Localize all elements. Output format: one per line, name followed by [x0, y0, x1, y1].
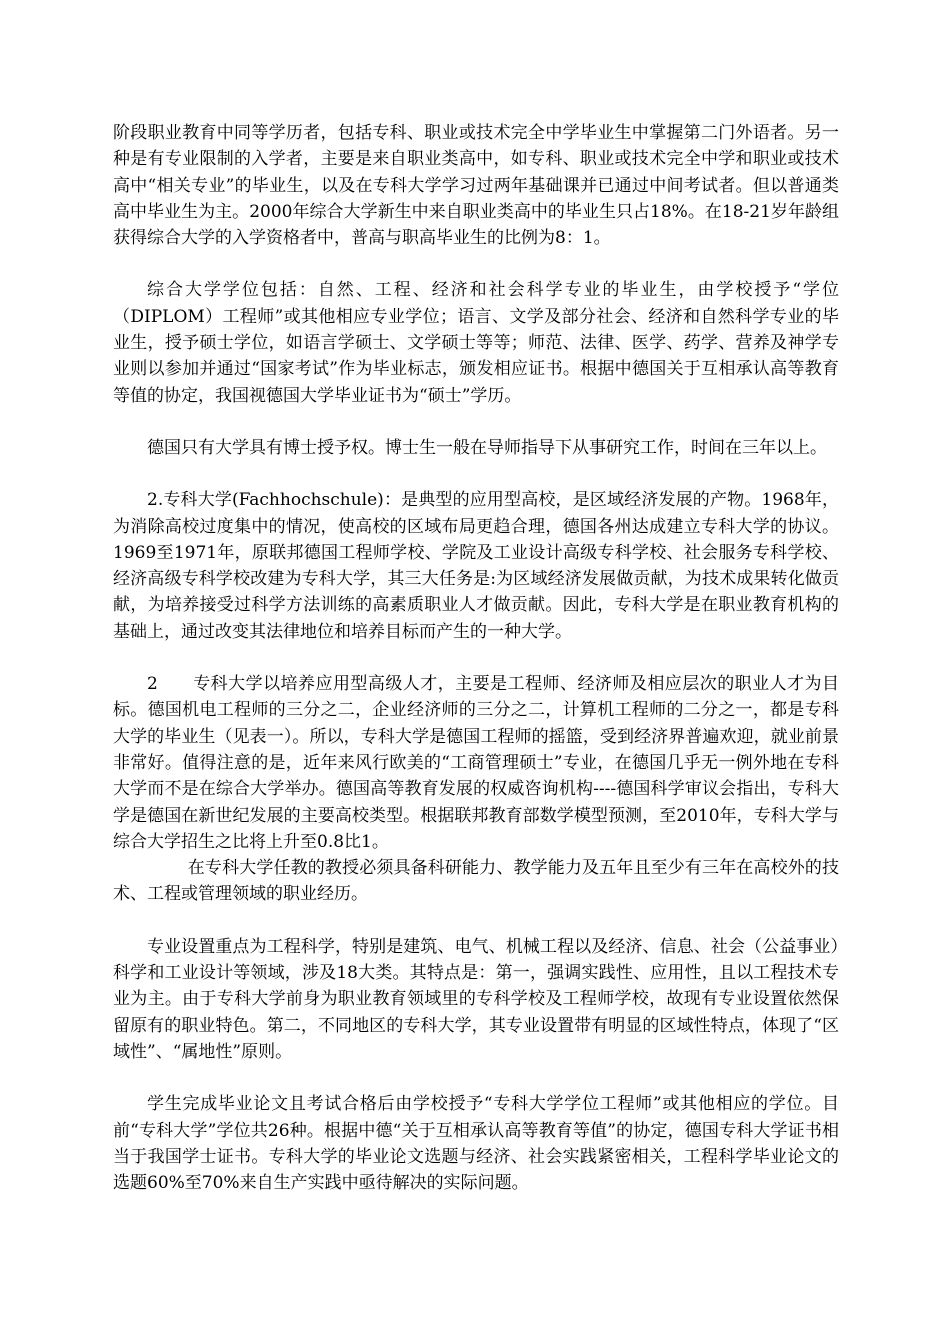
paragraph-program-setup: 专业设置重点为工程科学，特别是建筑、电气、机械工程以及经济、信息、社会（公益事业）科学和工业设计等领域，涉及18大类。其特点是：第一，强调实践性、应用性，且以工程技术专业为主。由于专科大学前身为职业教育领域里的专科学校及工程师学校，故现有专业设置依然保留原有的职业特色。第二，不同地区的专科大学，其专业设置带有明显的区域性特点，体现了“区域性”、“属地性”原则。	[113, 936, 839, 1062]
paragraph-professor-requirements: 在专科大学任教的教授必须具备科研能力、教学能力及五年且至少有三年在高校外的技术、工程或管理领域的职业经历。	[113, 858, 839, 905]
paragraph-fachhochschule-intro: 2.专科大学(Fachhochschule)：是典型的应用型高校，是区域经济发展的产物。1968年，为消除高校过度集中的情况，使高校的区域布局更趋合理，德国各州达成建立专科大学的协议。1969至1971年，原联邦德国工程师学校、学院及工业设计高级专科学校、社会服务专科学校、经济高级专科学校改建为专科大学，其三大任务是:为区域经济发展做贡献，为技术成果转化做贡献，为培养接受过科学方法训练的高素质职业人才做贡献。因此，专科大学是在职业教育机构的基础上，通过改变其法律地位和培养目标而产生的一种大学。	[113, 490, 839, 642]
paragraph-degree-award: 学生完成毕业论文且考试合格后由学校授予“专科大学学位工程师”或其他相应的学位。目前“专科大学”学位共26种。根据中德“关于互相承认高等教育等值”的协定，德国专科大学证书相当于我国学士证书。专科大学的毕业论文选题与经济、社会实践紧密相关，工程科学毕业论文的选题60%至70%来自生产实践中亟待解决的实际问题。	[113, 1094, 839, 1194]
paragraph-university-degrees: 综合大学学位包括：自然、工程、经济和社会科学专业的毕业生，由学校授予“学位（DIPLOM）工程师”或其他相应专业学位；语言、文学及部分社会、经济和自然科学专业的毕业生，授予硕士学位，如语言学硕士、文学硕士等等；师范、法律、医学、药学、营养及神学专业则以参加并通过“国家考试”作为毕业标志，颁发相应证书。根据中德国关于互相承认高等教育等值的协定，我国视德国大学毕业证书为“硕士”学历。	[113, 280, 839, 406]
document-body	[113, 120, 839, 1196]
paragraph-doctorate: 德国只有大学具有博士授予权。博士生一般在导师指导下从事研究工作，时间在三年以上。	[147, 437, 827, 458]
paragraph-admission-continued: 阶段职业教育中同等学历者，包括专科、职业或技术完全中学毕业生中掌握第二门外语者。另一种是有专业限制的入学者，主要是来自职业类高中，如专科、职业或技术完全中学和职业或技术高中“相关专业”的毕业生，以及在专科大学学习过两年基础课并已通过中间考试者。但以普通类高中毕业生为主。2000年综合大学新生中来自职业类高中的毕业生只占18%。在18-21岁年龄组获得综合大学的入学资格者中，普高与职高毕业生的比例为8：1。	[113, 123, 839, 249]
paragraph-fachhochschule-goals: 2 专科大学以培养应用型高级人才，主要是工程师、经济师及相应层次的职业人才为目标。德国机电工程师的三分之二，企业经济师的三分之二，计算机工程师的二分之一，都是专科大学的毕业生（见表一）。所以，专科大学是德国工程师的摇篮，受到经济界普遍欢迎，就业前景非常好。值得注意的是，近年来风行欧美的“工商管理硕士”专业，在德国几乎无一例外地在专科大学而不是在综合大学举办。德国高等教育发展的权威咨询机构----德国科学审议会指出，专科大学是德国在新世纪发展的主要高校类型。根据联邦教育部数学模型预测，至2010年，专科大学与综合大学招生之比将上升至0.8比1。	[113, 674, 839, 852]
